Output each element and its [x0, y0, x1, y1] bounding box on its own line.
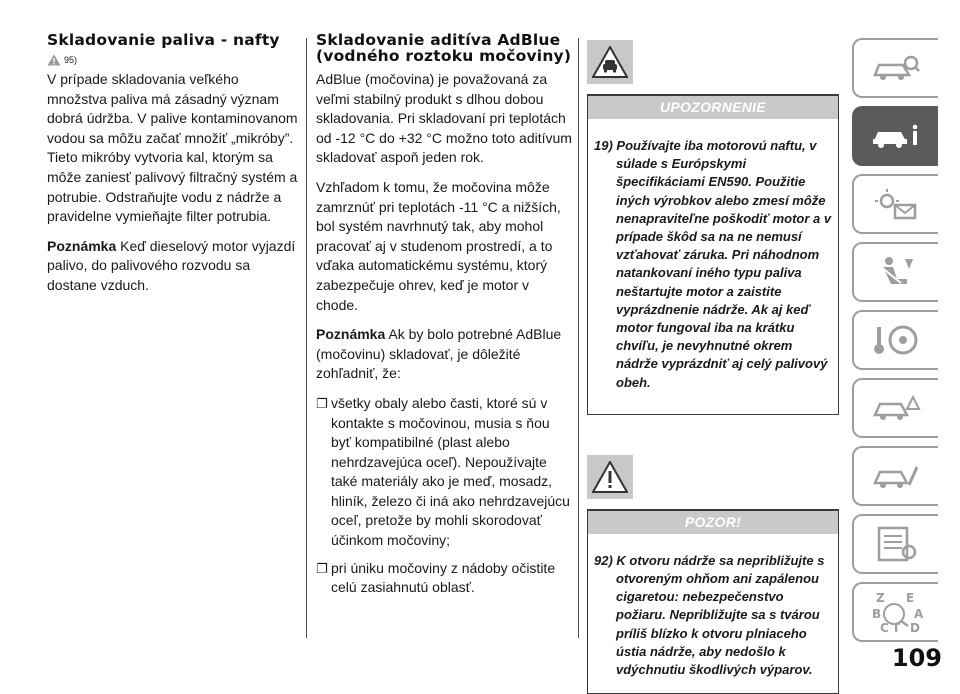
list-item-text: pri úniku močoviny z nádoby očistite celú zasiahnutú oblasť.: [331, 559, 556, 596]
section-heading-adblue-storage: Skladovanie aditíva AdBlue (vodného roztoku močoviny): [316, 31, 572, 65]
tab-car-search[interactable]: [852, 38, 938, 98]
tab-steering-key[interactable]: [852, 310, 938, 370]
note-label: Poznámka: [47, 237, 117, 254]
car-emergency-icon: [871, 391, 921, 425]
note-text: Keď dieselový motor vyjazdí palivo, do palivového rozvodu sa dostane vzduch.: [47, 237, 296, 293]
column-divider: [578, 38, 579, 638]
index-letter: C: [880, 621, 889, 634]
list-item: [316, 559, 572, 598]
column-middle: [316, 32, 572, 606]
index-alphabet-icon: [866, 590, 926, 634]
index-letter: T: [892, 621, 901, 634]
warning-triangle-icon: [47, 54, 61, 66]
tab-car-info[interactable]: [852, 106, 938, 166]
section-heading-fuel-storage: Skladovanie paliva - nafty: [47, 31, 280, 49]
tab-car-service[interactable]: [852, 446, 938, 506]
warning-box-text: 19) Používajte iba motorovú naftu, v súlade s Európskymi špecifikáciami EN590. Použitie iných výrobkov alebo zmesí môže nenapraviteľne poškodiť motor a v prípade škôd sa na ne nemusí vzťahovať záruka. Pri náhodnom natankovaní iného typu paliva neštartujte motor a zaistite vyprázdnenie nádrže. Ak aj keď motor fungoval iba na krátku chvíľu, je nevyhnutné okrem nádrže vyprázdniť aj celý palivový obeh.: [594, 138, 832, 390]
index-letter: E: [906, 591, 915, 605]
note-label: Poznámka: [316, 326, 386, 343]
caution-exclamation-icon: [587, 455, 633, 499]
car-service-icon: [871, 459, 921, 493]
adblue-paragraph-2: Vzhľadom k tomu, že močovina môže zamrznúť pri teplotách -11 °C a nižších, bol systém navrhnutý tak, aby mohol pracovať aj v studenom prostredí, a to vďaka automatickému systému, ktorý zabezpečuje ohrev, keď je motor v chode.: [316, 178, 561, 313]
tab-car-emergency[interactable]: [852, 378, 938, 438]
warning-reference-number: 95): [64, 55, 78, 65]
column-right: [587, 22, 839, 694]
note-text: Ak by bolo potrebné AdBlue (močovinu) skladovať, je dôležité zohľadniť, že:: [316, 326, 562, 382]
note-paragraph: [47, 237, 299, 296]
adblue-note-paragraph: [316, 325, 572, 384]
steering-key-icon: [871, 323, 921, 357]
tab-specs-list[interactable]: [852, 514, 938, 574]
car-search-icon: [871, 53, 921, 83]
checkbox-bullet-icon: ❐: [316, 560, 328, 576]
warning-box-upozornenie: [587, 94, 839, 415]
index-letter: Z: [876, 591, 885, 605]
tab-warning-lights[interactable]: [852, 174, 938, 234]
warning-reference: [47, 54, 299, 66]
adblue-paragraph-1: AdBlue (močovina) je považovaná za veľmi stabilný produkt s dlhou dobou skladovania. Pri skladovaní pri teplotách od -12 °C do +32 °C možno toto aditívum skladovať aspoň jeden rok.: [316, 71, 572, 166]
list-item: [316, 394, 572, 551]
index-letter: A: [914, 607, 924, 621]
index-letter: D: [910, 621, 920, 634]
column-left: [47, 32, 299, 306]
column-divider: [306, 38, 307, 638]
page-number: 109: [891, 644, 942, 672]
checkbox-bullet-icon: ❐: [316, 395, 328, 411]
fuel-storage-paragraph: V prípade skladovania veľkého množstva paliva má zásadný význam dobrá údržba. V palive kontaminovanom vodou sa môžu začať množiť „mikróby”. Tieto mikróby vytvoria kal, ktorým sa môže zaniesť palivový filtračný systém a potrubie. Odstraňujte vodu z nádrže a pravidelne vymieňajte filter potrubia.: [47, 71, 298, 225]
specs-list-icon: [871, 526, 921, 562]
list-item-text: všetky obaly alebo časti, ktoré sú v kontakte s močovinou, musia s ňou byť kompatibilné (plast alebo nehrdzavejúca oceľ). Nepoužívajte také materiály ako je meď, mosadz, hliník, železo či iná ako nehrdzavejúcu oceľ, pretože by mohli skorodovať účinkom močoviny;: [331, 394, 570, 549]
index-letter: B: [872, 607, 882, 621]
warning-box-title: POZOR!: [588, 509, 838, 534]
airbag-seat-icon: [871, 255, 921, 289]
tab-airbag-seat[interactable]: [852, 242, 938, 302]
warning-box-text: 92) K otvoru nádrže sa nepribližujte s otvoreným ohňom ani zapálenou cigaretou: nebezpečenstvo požiaru. Nepribližujte sa s tvárou príliš blízko k otvoru plniaceho ústia nádrže, aby nedošlo k vdýchnutiu škodlivých výparov.: [594, 552, 825, 678]
car-info-icon: [871, 121, 921, 151]
tab-index[interactable]: [852, 582, 938, 642]
caution-car-icon: [587, 40, 633, 84]
warning-box-pozor: [587, 509, 839, 694]
warning-box-title: UPOZORNENIE: [588, 94, 838, 119]
warning-lights-icon: [871, 187, 921, 221]
